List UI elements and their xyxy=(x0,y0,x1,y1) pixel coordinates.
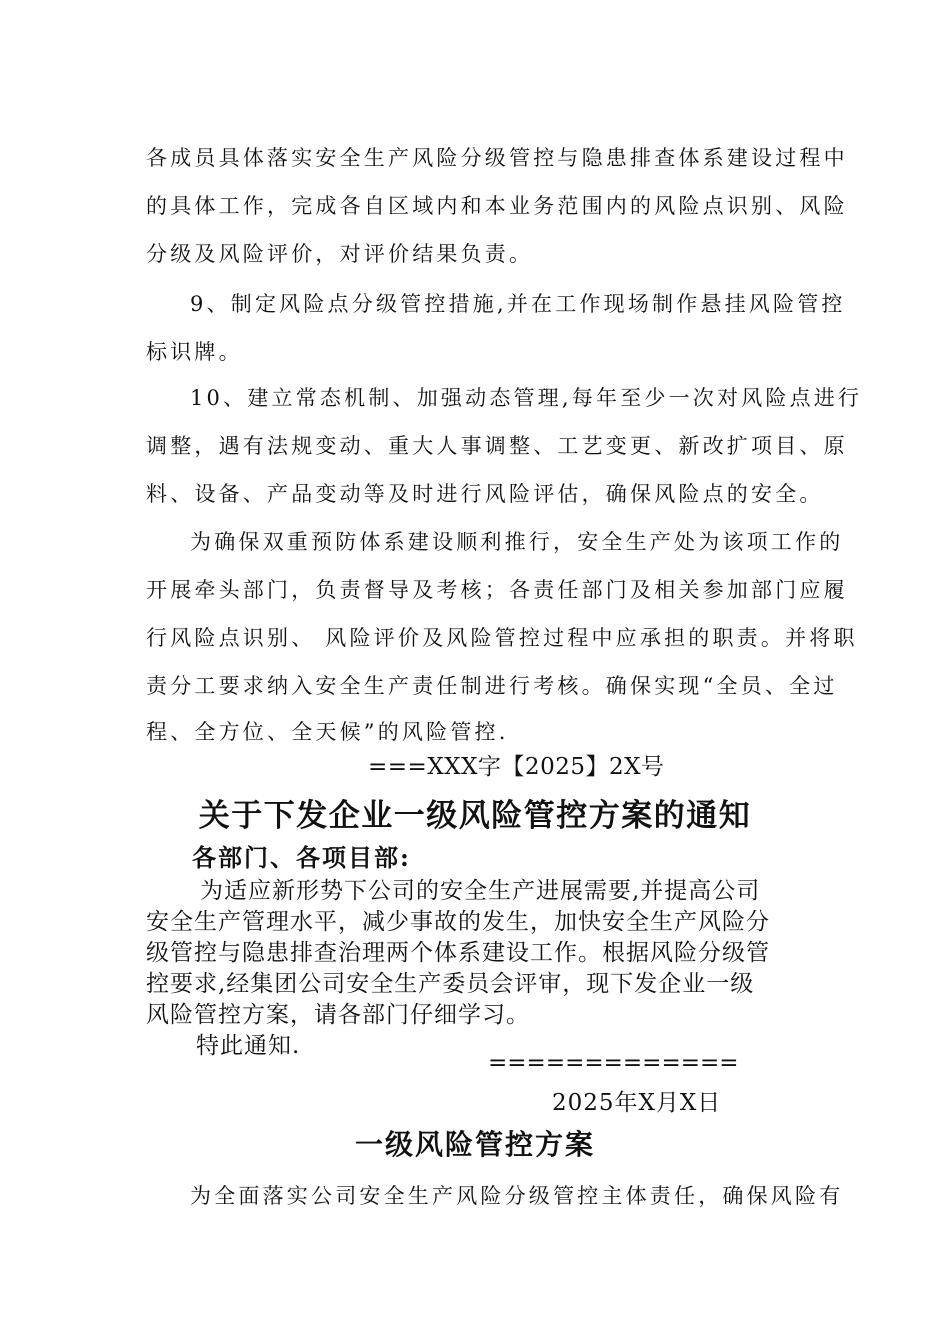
paragraph-line: 开展牵头部门，负责督导及考核；各责任部门及相关参加部门应履 xyxy=(146,578,848,602)
paragraph-line: 料、设备、产品变动等及时进行风险评估，确保风险点的安全。 xyxy=(146,482,824,506)
notice-body-line: 安全生产管理水平，减少事故的发生，加快安全生产风险分 xyxy=(146,909,770,935)
paragraph-line: 10、建立常态机制、加强动态管理,每年至少一次对风险点进行 xyxy=(190,386,863,410)
paragraph-line: 程、全方位、全天候”的风险管控. xyxy=(146,720,509,744)
separator: ============= xyxy=(488,1050,739,1076)
notice-closing: 特此通知. xyxy=(196,1033,301,1059)
paragraph-line: 标识牌。 xyxy=(146,340,243,364)
paragraph-line: 责分工要求纳入安全生产责任制进行考核。确保实现“全员、全过 xyxy=(146,674,838,698)
paragraph-line: 各成员具体落实安全生产风险分级管控与隐患排查体系建设过程中 xyxy=(146,146,848,170)
paragraph-line: 分级及风险评价，对评价结果负责。 xyxy=(146,242,534,266)
salutation: 各部门、各项目部: xyxy=(192,843,411,872)
paragraph-line: 9、制定风险点分级管控措施,并在工作现场制作悬挂风险管控 xyxy=(190,292,846,316)
notice-body-line: 控要求,经集团公司安全生产委员会评审，现下发企业一级 xyxy=(146,971,755,997)
notice-date: 2025年X月X日 xyxy=(552,1090,722,1116)
document-number: ===XXX字【2025】2X号 xyxy=(368,754,665,780)
notice-title: 关于下发企业一级风险管控方案的通知 xyxy=(198,798,752,834)
notice-body-line: 为适应新形势下公司的安全生产进展需要,并提高公司 xyxy=(200,878,761,904)
paragraph-line: 为全面落实公司安全生产风险分级管控主体责任，确保风险有 xyxy=(190,1184,844,1208)
paragraph-line: 调整，遇有法规变动、重大人事调整、工艺变更、新改扩项目、原 xyxy=(146,434,848,458)
notice-body-line: 级管控与隐患排查治理两个体系建设工作。根据风险分级管 xyxy=(146,940,770,966)
paragraph-line: 行风险点识别、 风险评价及风险管控过程中应承担的职责。并将职 xyxy=(146,626,858,650)
paragraph-line: 的具体工作，完成各自区域内和本业务范围内的风险点识别、风险 xyxy=(146,194,848,218)
notice-body-line: 风险管控方案，请各部门仔细学习。 xyxy=(146,1002,530,1028)
plan-title: 一级风险管控方案 xyxy=(354,1128,595,1161)
paragraph-line: 为确保双重预防体系建设顺利推行，安全生产处为该项工作的 xyxy=(190,530,844,554)
